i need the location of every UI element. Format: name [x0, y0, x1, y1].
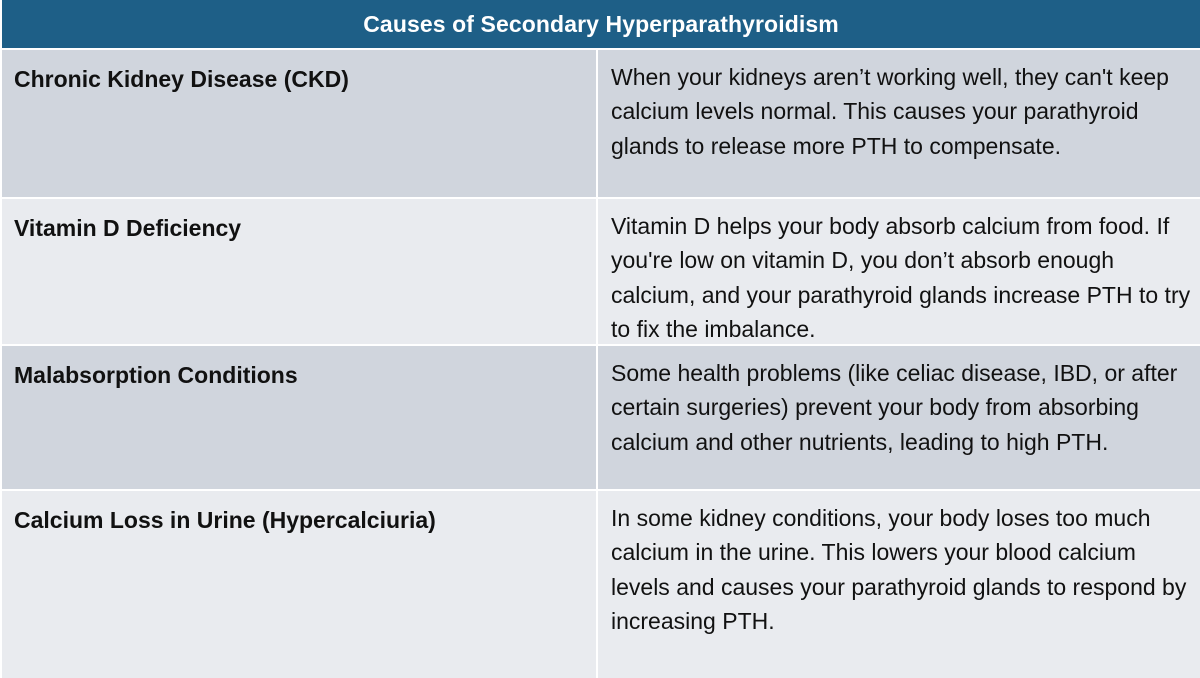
description-cell: Some health problems (like celiac disease, IBD, or after certain surgeries) prevent your body from absorbing calcium and other nutrients, leading to high PTH.	[611, 360, 1178, 455]
table-title: Causes of Secondary Hyperparathyroidism	[2, 0, 1200, 48]
cause-cell: Malabsorption Conditions	[2, 346, 598, 489]
description-cell: Vitamin D helps your body absorb calcium from food. If you're low on vitamin D, you don’t absorb enough calcium, and your parathyroid glands increase PTH to try to fix the imbalance.	[611, 213, 1191, 342]
description-cell: In some kidney conditions, your body loses too much calcium in the urine. This lowers your blood calcium levels and causes your parathyroid glands to respond by increasing PTH.	[611, 505, 1187, 634]
table-row	[2, 344, 1200, 489]
description-cell: When your kidneys aren’t working well, they can't keep calcium levels normal. This causes your parathyroid glands to release more PTH to compensate.	[611, 64, 1169, 159]
cause-cell: Chronic Kidney Disease (CKD)	[2, 50, 598, 197]
table-row	[2, 197, 1200, 344]
table-row	[2, 489, 1200, 678]
cause-cell: Vitamin D Deficiency	[2, 199, 598, 344]
table-row	[2, 48, 1200, 197]
cause-cell: Calcium Loss in Urine (Hypercalciuria)	[2, 491, 598, 678]
